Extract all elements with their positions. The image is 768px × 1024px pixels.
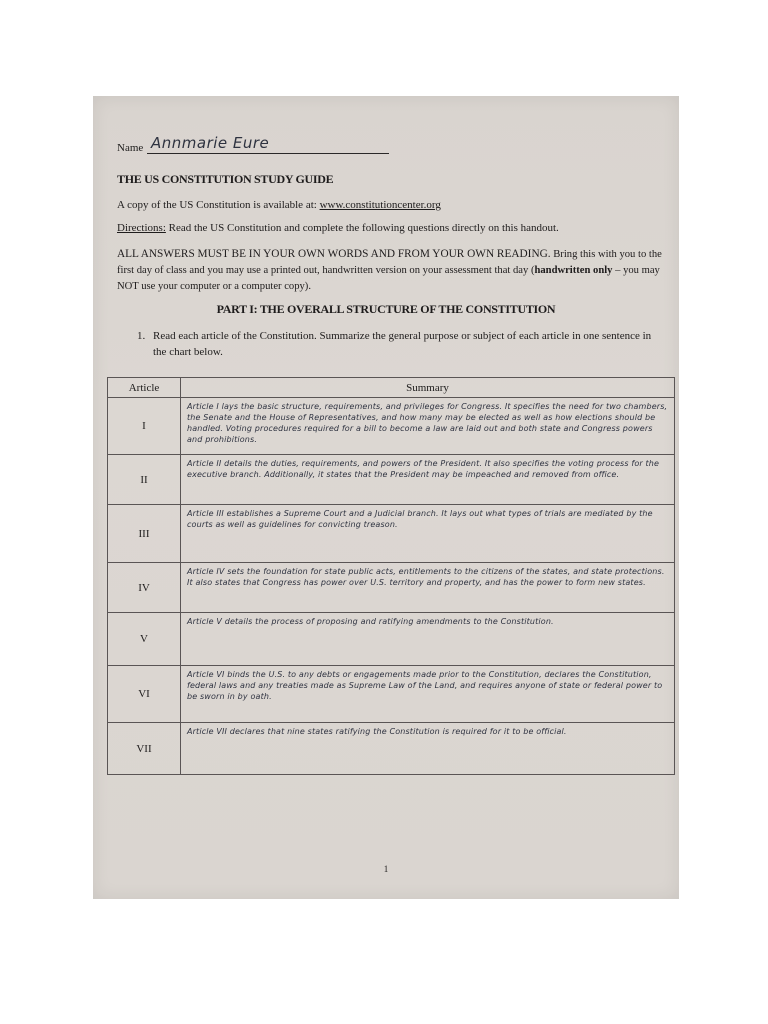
table-header-row	[108, 378, 675, 398]
directions-label: Directions:	[117, 222, 166, 234]
instructions-end: – you may NOT use your computer or a computer copy).	[117, 265, 660, 292]
table-row	[108, 455, 675, 505]
question-1	[137, 328, 662, 360]
article-summary-handwritten: Article III establishes a Supreme Court and a Judicial branch. It lays out what types of trials are mediated by the courts as well as guidelines for convicting treason.	[181, 505, 675, 563]
table-row	[108, 613, 675, 666]
constitution-link: www.constitutioncenter.org	[319, 199, 441, 211]
header-article: Article	[108, 378, 181, 398]
table-row	[108, 723, 675, 775]
page-title: THE US CONSTITUTION STUDY GUIDE	[117, 172, 334, 186]
article-summary-handwritten: Article VII declares that nine states ratifying the Constitution is required for it to be official.	[181, 723, 675, 775]
study-guide-page	[93, 96, 679, 899]
instructions-mid: Bring this with you to the first day of class and you may use a printed out, handwritten version on your assessment that day (	[117, 249, 662, 276]
page-number: 1	[383, 864, 389, 874]
question-number: 1.	[137, 330, 146, 342]
question-text: Read each article of the Constitution. Summarize the general purpose or subject of each article in one sentence in the chart below.	[153, 330, 652, 358]
article-summary-table	[107, 377, 675, 775]
article-summary-handwritten: Article V details the process of proposing and ratifying amendments to the Constitution.	[181, 613, 675, 666]
copy-prefix: A copy of the US Constitution is available at:	[117, 199, 320, 211]
article-number: V	[108, 613, 181, 666]
directions-text: Read the US Constitution and complete the following questions directly on this handout.	[165, 222, 559, 234]
name-label: Name	[117, 142, 144, 154]
article-summary-handwritten: Article VI binds the U.S. to any debts or engagements made prior to the Constitution, declares the Constitution, federal laws and any treaties made as Supreme Law of the Land, and requires anyone of state or federal power to be sworn in by oath.	[181, 666, 675, 723]
table-row	[108, 505, 675, 563]
table-row	[108, 563, 675, 613]
table-row	[108, 398, 675, 455]
table-row	[108, 666, 675, 723]
article-summary-handwritten: Article IV sets the foundation for state public acts, entitlements to the citizens of the states, and state protections. It also states that Congress has power over U.S. territory and property, and has the power to form new states.	[181, 563, 675, 613]
article-number: IV	[108, 563, 181, 613]
article-number: II	[108, 455, 181, 505]
student-name-handwritten: Annmarie Eure	[151, 134, 270, 152]
directions-line	[117, 222, 559, 234]
article-number: VII	[108, 723, 181, 775]
name-field	[117, 134, 367, 158]
article-summary-handwritten: Article II details the duties, requirements, and powers of the President. It also specifies the voting process for the executive branch. Additionally, it states that the President may be impeached and removed from office.	[181, 455, 675, 505]
article-summary-handwritten: Article I lays the basic structure, requirements, and privileges for Congress. It specifies the need for two chambers, the Senate and the House of Representatives, and how many may be elected as well as how elections should be handled. Voting procedures required for a bill to become a law are laid out and both state and Congress powers and prohibitions.	[181, 398, 675, 455]
article-number: I	[108, 398, 181, 455]
instructions-caps: ALL ANSWERS MUST BE IN YOUR OWN WORDS AND FROM YOUR OWN READING.	[117, 248, 551, 260]
instructions-paragraph	[117, 246, 662, 295]
article-number: VI	[108, 666, 181, 723]
name-underline	[147, 153, 389, 154]
copy-availability-line	[117, 199, 441, 211]
part1-title: PART I: THE OVERALL STRUCTURE OF THE CONSTITUTION	[216, 302, 556, 316]
article-number: III	[108, 505, 181, 563]
instructions-bold: handwritten only	[534, 265, 613, 276]
header-summary: Summary	[181, 378, 675, 398]
